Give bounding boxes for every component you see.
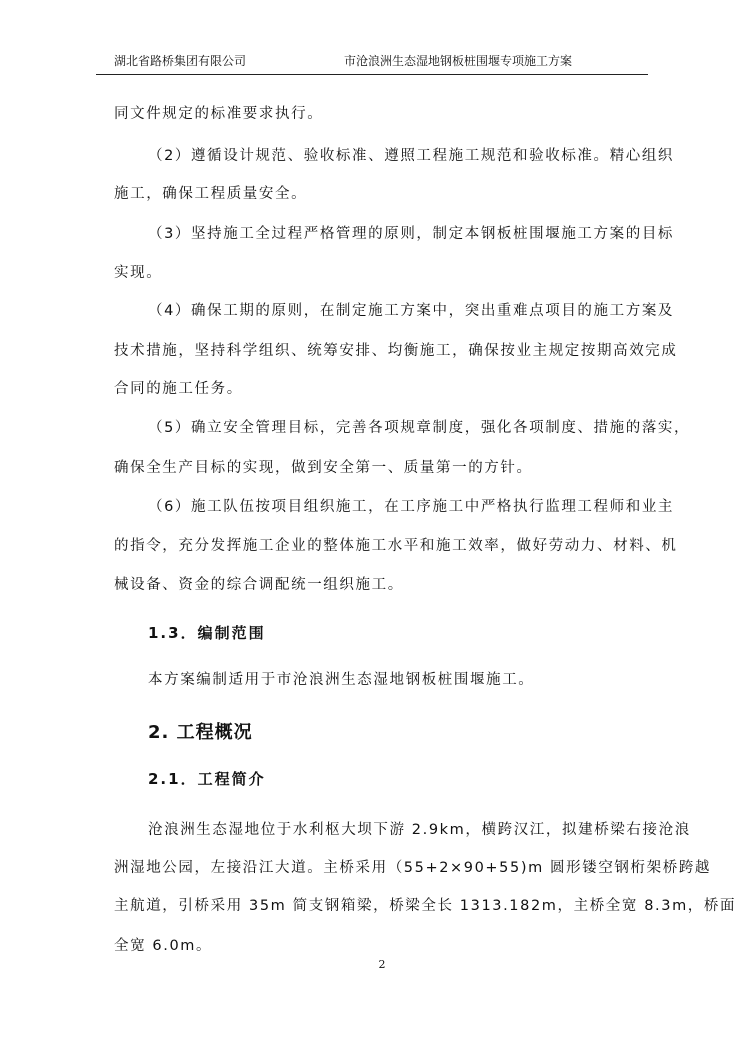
section-1-3-title: 1.3．编制范围 — [148, 624, 266, 642]
body-line: （3）坚持施工全过程严格管理的原则，制定本钢板桩围堰施工方案的目标 — [148, 226, 675, 242]
body-line: 械设备、资金的综合调配统一组织施工。 — [114, 577, 404, 593]
header-doc-title: 市沧浪洲生态湿地钢板桩围堰专项施工方案 — [344, 54, 573, 68]
body-line: 施工，确保工程质量安全。 — [114, 186, 308, 202]
section-2-title: 2. 工程概况 — [148, 722, 253, 743]
body-line: 同文件规定的标准要求执行。 — [114, 106, 324, 122]
body-line: （6）施工队伍按项目组织施工，在工序施工中严格执行监理工程师和业主 — [148, 499, 675, 515]
section-2-1-line: 沧浪洲生态湿地位于水利枢大坝下游 2.9km，横跨汉江，拟建桥梁右接沧浪 — [148, 822, 691, 838]
body-line: 技术措施，坚持科学组织、统筹安排、均衡施工，确保按业主规定按期高效完成 — [114, 343, 678, 359]
body-line: 确保全生产目标的实现，做到安全第一、质量第一的方针。 — [114, 460, 533, 476]
body-line: （5）确立安全管理目标，完善各项规章制度，强化各项制度、措施的落实， — [148, 420, 691, 436]
body-line: 合同的施工任务。 — [114, 381, 243, 397]
page-number: 2 — [378, 958, 386, 971]
section-2-1-line: 洲湿地公园，左接沿江大道。主桥采用（55+2×90+55)m 圆形镂空钢桁架桥跨越 — [114, 860, 712, 876]
page-header — [96, 52, 648, 75]
section-2-1-line: 全宽 6.0m。 — [114, 938, 213, 954]
section-2-1-title: 2.1．工程简介 — [148, 770, 266, 788]
header-company: 湖北省路桥集团有限公司 — [114, 54, 247, 68]
section-2-1-line: 主航道，引桥采用 35m 简支钢箱梁，桥梁全长 1313.182m，主桥全宽 8.3m，桥面 — [114, 898, 737, 914]
body-line: （4）确保工期的原则，在制定施工方案中，突出重难点项目的施工方案及 — [148, 303, 675, 319]
body-line: 的指令，充分发挥施工企业的整体施工水平和施工效率，做好劳动力、材料、机 — [114, 538, 678, 554]
section-1-3-body: 本方案编制适用于市沧浪洲生态湿地钢板桩围堰施工。 — [148, 672, 535, 688]
body-line: 实现。 — [114, 265, 163, 281]
body-line: （2）遵循设计规范、验收标准、遵照工程施工规范和验收标准。精心组织 — [148, 148, 675, 164]
